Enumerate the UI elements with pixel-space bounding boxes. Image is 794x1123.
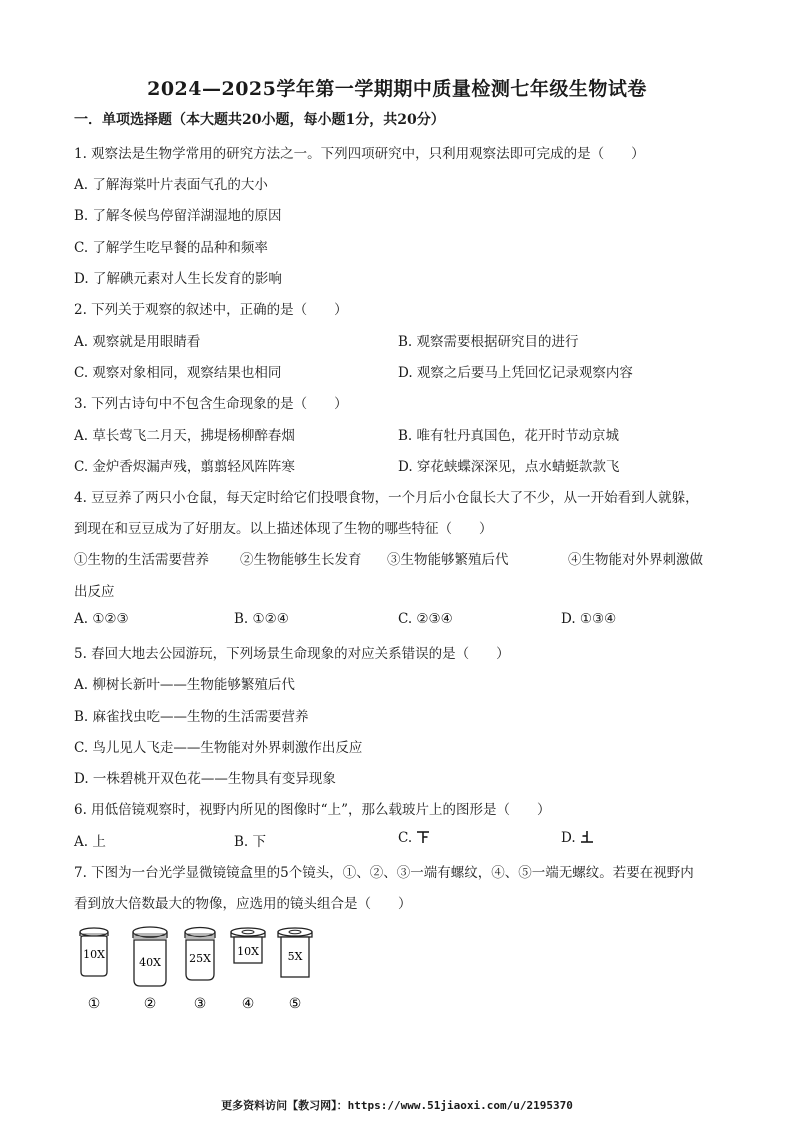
lens-2-number: ② <box>143 996 157 1012</box>
question-2-stem: 2. 下列关于观察的叙述中，正确的是（ ） <box>74 302 348 318</box>
question-6-stem: 6. 用低倍镜观察时，视野内所见的图像时“上”，那么载玻片上的图形是（ ） <box>74 802 551 818</box>
question-2-option-b: B. 观察需要根据研究目的进行 <box>398 334 579 350</box>
question-5-stem: 5. 春回大地去公园游玩，下列场景生命现象的对应关系错误的是（ ） <box>74 646 510 662</box>
question-4-stem-line1: 4. 豆豆养了两只小仓鼠，每天定时给它们投喂食物，一个月后小仓鼠长大了不少，从一开始看到人就躲， <box>74 490 699 506</box>
question-2-option-a: A. 观察就是用眼睛看 <box>74 334 201 350</box>
question-1-option-d: D. 了解碘元素对人生长发育的影响 <box>74 271 282 287</box>
footer-link[interactable]: 更多资料访问【教习网】：https://www.51jiaoxi.com/u/2195370 <box>221 1099 573 1112</box>
page-title: 2024—2025学年第一学期期中质量检测七年级生物试卷 <box>147 78 647 100</box>
question-3-option-c: C. 金炉香烬漏声残，翦翦轻风阵阵寒 <box>74 459 295 475</box>
lens-3-number: ③ <box>193 996 207 1012</box>
question-4-option-b: B. ①②④ <box>234 611 289 627</box>
question-5-option-a: A. 柳树长新叶——生物能够繁殖后代 <box>74 677 295 693</box>
lens-3-icon <box>185 928 215 1013</box>
lens-4-number: ④ <box>241 996 255 1012</box>
flipped-character-glyph-c <box>416 830 430 844</box>
flipped-character-glyph-d <box>580 830 594 844</box>
question-3-option-d: D. 穿花蛱蝶深深见，点水蜻蜓款款飞 <box>398 459 620 475</box>
question-4-option-c: C. ②③④ <box>398 611 453 627</box>
question-6-option-c <box>398 830 430 846</box>
lens-2-icon <box>133 927 167 1012</box>
question-4-item-1: ①生物的生活需要营养 <box>74 552 209 568</box>
lens-1-mag: 10X <box>83 948 105 961</box>
question-4-option-a: A. ①②③ <box>74 611 129 627</box>
question-4-item-3: ③生物能够繁殖后代 <box>387 552 509 568</box>
question-4-item-4-cont: 出反应 <box>74 584 115 600</box>
question-5-option-c: C. 鸟儿见人飞走——生物能对外界刺激作出反应 <box>74 740 363 756</box>
question-4-stem-line2: 到现在和豆豆成为了好朋友。以上描述体现了生物的哪些特征（ ） <box>74 521 493 537</box>
lens-5-icon <box>278 928 312 1012</box>
lens-3-mag: 25X <box>189 952 211 965</box>
lens-4-mag: 10X <box>237 945 259 958</box>
question-3-option-a: A. 草长莺飞二月天，拂堤杨柳醉春烟 <box>74 428 295 444</box>
lens-4-icon <box>231 928 265 1012</box>
question-3-stem: 3. 下列古诗句中不包含生命现象的是（ ） <box>74 396 348 412</box>
question-2-option-d: D. 观察之后要马上凭回忆记录观察内容 <box>398 365 633 381</box>
question-1-option-b: B. 了解冬候鸟停留洋湖湿地的原因 <box>74 208 282 224</box>
lens-2-mag: 40X <box>139 956 161 969</box>
question-6-option-b: B. 下 <box>234 834 267 850</box>
question-6-option-d <box>561 830 594 846</box>
question-5-option-b: B. 麻雀找虫吃——生物的生活需要营养 <box>74 709 309 725</box>
question-1-stem: 1. 观察法是生物学常用的研究方法之一。下列四项研究中，只利用观察法即可完成的是（ ） <box>74 146 645 162</box>
question-4-item-2: ②生物能够生长发育 <box>240 552 362 568</box>
question-6-option-c-label: C. <box>398 830 417 846</box>
lens-1-icon <box>80 928 108 1012</box>
question-5-option-d: D. 一株碧桃开双色花——生物具有变异现象 <box>74 771 336 787</box>
lens-5-mag: 5X <box>287 950 303 963</box>
lens-1-number: ① <box>87 996 101 1012</box>
section-heading: 一．单项选择题（本大题共20小题，每小题1分，共20分） <box>74 112 445 128</box>
question-4-option-d: D. ①③④ <box>561 611 617 627</box>
lens-5-number: ⑤ <box>288 996 302 1012</box>
question-2-option-c: C. 观察对象相同，观察结果也相同 <box>74 365 282 381</box>
question-7-stem-line1: 7. 下图为一台光学显微镜镜盒里的5个镜头，①、②、③一端有螺纹，④、⑤一端无螺纹。若要在视野内 <box>74 865 694 881</box>
question-4-item-4: ④生物能对外界刺激做 <box>568 552 703 568</box>
question-1-option-c: C. 了解学生吃早餐的品种和频率 <box>74 240 268 256</box>
question-6-option-d-label: D. <box>561 830 580 846</box>
question-7-stem-line2: 看到放大倍数最大的物像，应选用的镜头组合是（ ） <box>74 896 412 912</box>
microscope-lenses-figure <box>74 922 334 1017</box>
question-3-option-b: B. 唯有牡丹真国色，花开时节动京城 <box>398 428 620 444</box>
question-1-option-a: A. 了解海棠叶片表面气孔的大小 <box>74 177 268 193</box>
question-6-option-a: A. 上 <box>74 834 106 850</box>
